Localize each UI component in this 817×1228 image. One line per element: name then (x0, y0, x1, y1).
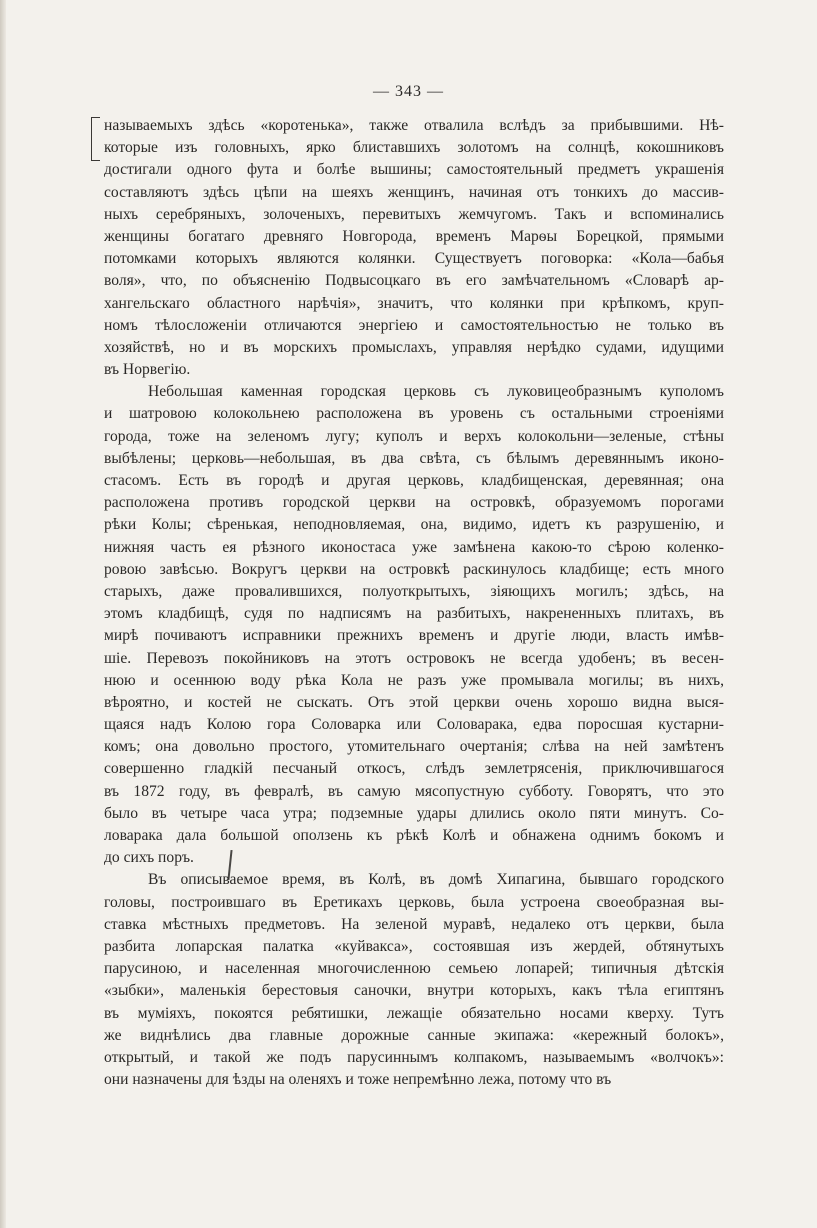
text-line: вѣроятно, и костей не сыскать. Отъ этой церкви очень хорошо видна выся- (104, 693, 724, 711)
text-line: старыхъ, даже провалившихся, полуоткрытыхъ, зіяющихъ могилъ; здѣсь, на (104, 582, 724, 600)
text-line: номъ тѣлосложеніи отличаются энергіею и самостоятельностью не только въ (104, 316, 724, 334)
text-line: ловарака дала большой оползень къ рѣкѣ Колѣ и обнажена однимъ бокомъ и (104, 827, 724, 844)
text-line: воля», что, по объясненію Подвысоцкаго въ его замѣчательномъ «Словарѣ ар- (104, 272, 724, 290)
paragraph (104, 115, 724, 381)
text-line: шіе. Перевозъ покойниковъ на этотъ островокъ не всегда удобенъ; въ весен- (104, 649, 724, 667)
text-line: щаяся надъ Колою гора Соловарка или Соловарака, едва поросшая кустарни- (104, 716, 724, 734)
text-line: этомъ кладбищѣ, судя по надписямъ на разбитыхъ, накрененныхъ плитахъ, въ (104, 605, 724, 623)
page-edge (0, 0, 6, 1228)
text-line: «зыбки», маленькія берестовыя саночки, внутри которыхъ, какъ тѣла египтянъ (104, 982, 724, 1000)
text-line: города, тоже на зеленомъ лугу; куполъ и верхъ колокольни—зеленые, стѣны (104, 427, 724, 445)
text-line: женщины богатаго древняго Новгорода, временъ Марѳы Борецкой, прямыми (104, 227, 724, 245)
margin-bracket-mark (91, 117, 100, 161)
page-number: — 343 — (373, 83, 444, 100)
text-line: расположена противъ городской церкви на островкѣ, образуемомъ порогами (104, 494, 724, 512)
body-text (104, 115, 724, 1091)
text-line: ставка мѣстныхъ предметовъ. На зеленой муравѣ, недалеко отъ церкви, была (104, 915, 724, 933)
text-line: составляютъ здѣсь цѣпи на шеяхъ женщинъ, начиная отъ тонкихъ до массив- (104, 183, 724, 201)
paragraph (104, 869, 724, 1091)
text-line: Въ описываемое время, въ Колѣ, въ домѣ Хипагина, бывшаго городского (148, 871, 724, 889)
text-line: комъ; она довольно простого, утомительнаго очертанія; слѣва на ней замѣтенъ (104, 738, 724, 756)
text-line: нюю и осеннюю воду рѣка Кола не разъ уже промывала могилы; въ нихъ, (104, 671, 724, 689)
text-line: открытый, и такой же подъ парусиннымъ колпакомъ, называемымъ «волчокъ»: (104, 1048, 724, 1066)
text-line: выбѣлены; церковь—небольшая, въ два свѣта, съ бѣлымъ деревяннымъ иконо- (104, 449, 724, 467)
text-line: хозяйствѣ, но и въ морскихъ промыслахъ, управляя нерѣдко судами, идущими (104, 338, 724, 356)
text-line: въ 1872 году, въ февралѣ, въ самую мясопустную субботу. Говорятъ, что это (104, 782, 724, 800)
text-line: стасомъ. Есть въ городѣ и другая церковь, кладбищенская, деревянная; она (104, 472, 724, 489)
text-line: хангельскаго областного нарѣчія», значитъ, что колянки при крѣпкомъ, круп- (104, 294, 724, 312)
text-line: въ Норвегію. (104, 361, 191, 379)
text-line: они назначены для ѣзды на оленяхъ и тоже непремѣнно лежа, потому что въ (104, 1071, 612, 1089)
text-line: разбита лопарская палатка «куйвакса», состоявшая изъ жердей, обтянутыхъ (104, 937, 724, 955)
text-line: Небольшая каменная городская церковь съ луковицеобразнымъ куполомъ (148, 383, 724, 401)
text-line: которые изъ головныхъ, ярко блиставшихъ золотомъ на солнцѣ, кокошниковъ (104, 139, 724, 157)
text-line: достигали одного фута и болѣе вышины; самостоятельный предметъ украшенія (104, 161, 724, 179)
text-line: рѣки Колы; сѣренькая, неподновляемая, она, видимо, идетъ къ разрушенію, и (104, 516, 724, 534)
text-line: головы, построившаго въ Еретикахъ церковь, была устроена своеобразная вы- (104, 893, 724, 911)
text-line: же виднѣлись два главные дорожные санные экипажа: «кережный болокъ», (104, 1026, 724, 1044)
text-line: было въ четыре часа утра; подземные удары длились около пяти минутъ. Со- (104, 804, 724, 822)
text-line: въ муміяхъ, покоятся ребятишки, лежащіе обязательно носами кверху. Тутъ (104, 1004, 724, 1022)
text-line: потомками которыхъ являются колянки. Существуетъ поговорка: «Кола—бабья (104, 250, 724, 268)
text-line: до сихъ поръ. (104, 849, 194, 867)
text-line: ныхъ серебряныхъ, золоченыхъ, перевитыхъ жемчугомъ. Такъ и вспоминались (104, 205, 724, 223)
text-line: мирѣ почиваютъ исправники прежнихъ временъ и другіе люди, власть имѣв- (104, 627, 724, 645)
text-line: ровою завѣсью. Вокругъ церкви на островкѣ раскинулось кладбище; есть много (104, 560, 724, 578)
paragraph (104, 381, 724, 869)
text-line: нижняя часть ея рѣзного иконостаса уже замѣнена какою-то сѣрою коленко- (104, 538, 724, 556)
text-line: совершенно гладкій песчаный откосъ, слѣдъ землетрясенія, приключившагося (104, 760, 724, 778)
text-line: и шатровою колокольнею расположена въ уровень съ остальными строеніями (104, 405, 724, 423)
text-line: парусиною, и населенная многочисленною семьею лопарей; типичныя дѣтскія (104, 960, 724, 978)
text-line: называемыхъ здѣсь «коротенька», также отвалила вслѣдъ за прибывшими. Нѣ- (104, 117, 724, 134)
